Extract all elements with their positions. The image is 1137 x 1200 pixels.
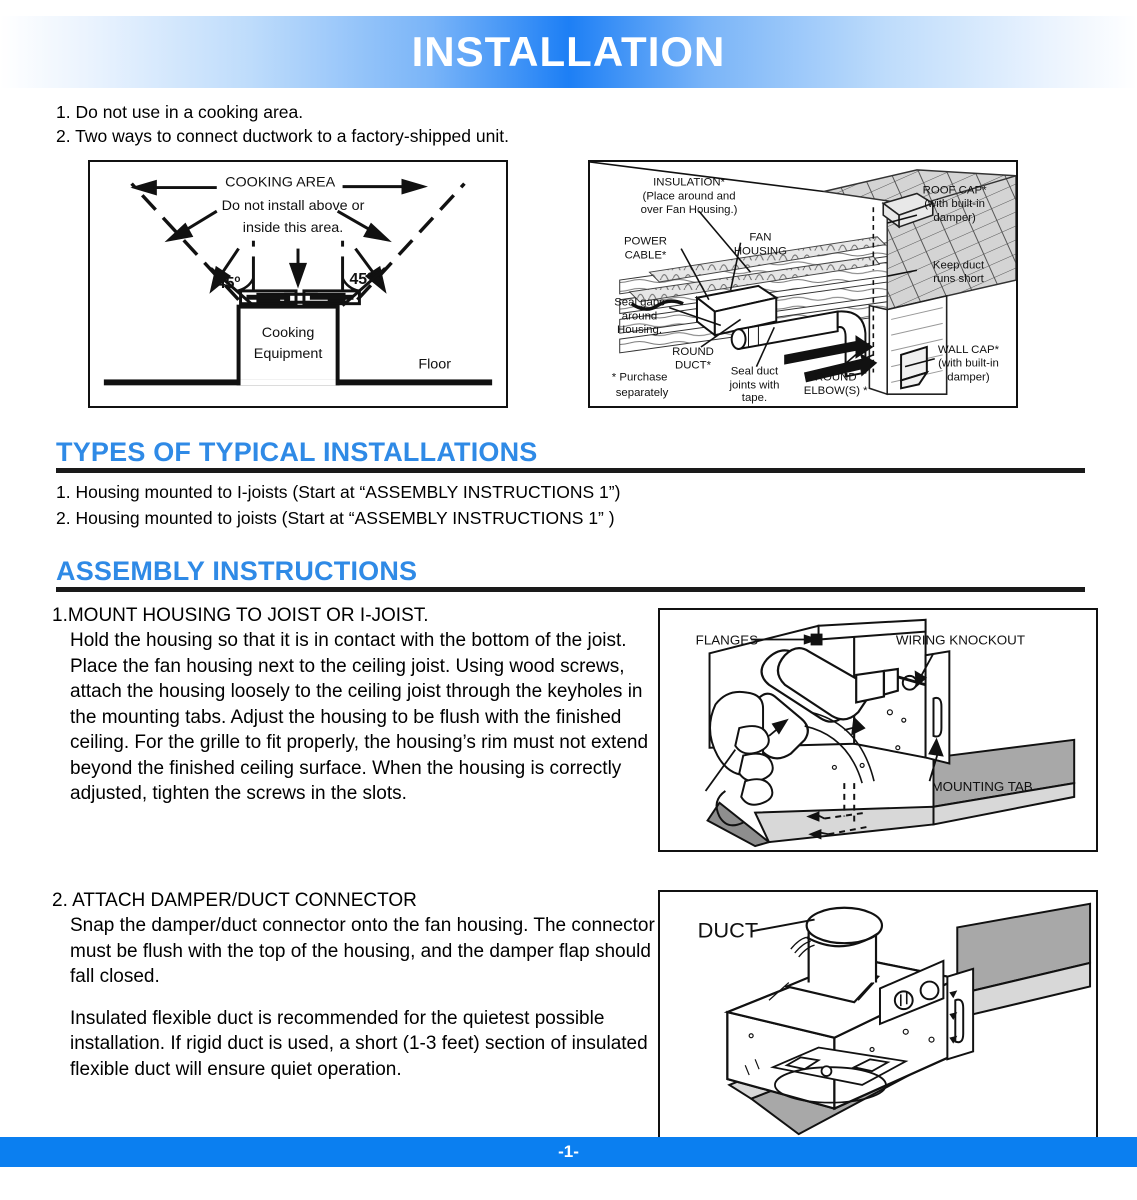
- section-heading-assembly: [56, 556, 417, 586]
- section-rule-assembly: [56, 587, 1085, 592]
- mount-housing-figure: [658, 608, 1098, 852]
- seal-tape-label-2: joints with: [729, 379, 780, 392]
- angle-label-left: 45$^o$: [216, 274, 241, 292]
- angle-label-right: 45$^o$: [349, 270, 374, 288]
- wall-cap-label-2: (with built-in: [938, 357, 999, 370]
- intro-list: [56, 100, 756, 148]
- page-title: INSTALLATION: [411, 28, 726, 75]
- keep-short-label-1: Keep duct: [932, 259, 985, 272]
- round-duct-label-1: ROUND: [672, 345, 714, 358]
- round-duct-label-2: DUCT*: [675, 359, 712, 372]
- insulation-label: INSULATION*: [653, 176, 726, 189]
- cooking-area-figure: [88, 160, 508, 408]
- seal-gaps-label-3: Housing.: [617, 324, 663, 337]
- seal-tape-label-3: tape.: [741, 392, 768, 405]
- assembly-step-1-body: [52, 628, 662, 807]
- wall-cap-label-3: damper): [947, 371, 990, 384]
- wiring-knockout-label: WIRING KNOCKOUT: [895, 632, 1025, 648]
- roof-cap-label-2: (with built-in: [924, 198, 985, 211]
- page-footer: [0, 1137, 1137, 1167]
- damper-duct-connector-figure: [658, 890, 1098, 1144]
- flanges-label: FLANGES: [695, 632, 759, 648]
- assembly-step-2-paragraph-2: Insulated flexible duct is recommended for the quietest possible installation. If rigid duct is used, a short (1-3 feet) section of insulated flexible duct will ensure quiet operation.: [70, 1007, 648, 1080]
- intro-item-1: 1. Do not use in a cooking area.: [56, 102, 304, 122]
- seal-gaps-label-1: Seal gaps: [614, 296, 665, 309]
- seal-gaps-label-2: around: [621, 310, 658, 323]
- types-list: [56, 479, 620, 531]
- cooking-area-title: COOKING AREA: [225, 174, 336, 191]
- insulation-note-2: over Fan Housing.): [640, 204, 738, 217]
- seal-tape-label-1: Seal duct: [730, 365, 779, 378]
- assembly-step-2-title: 2. ATTACH DAMPER/DUCT CONNECTOR: [52, 890, 417, 911]
- round-elbow-label-2: ELBOW(S) *: [803, 385, 868, 398]
- cooking-equipment-label-2: Equipment: [253, 345, 323, 362]
- ductwork-routing-figure: [588, 160, 1018, 408]
- wall-cap-label-1: WALL CAP*: [937, 343, 1000, 356]
- purchase-note-1: * Purchase: [611, 371, 668, 384]
- power-cable-label-2: CABLE*: [624, 249, 667, 262]
- roof-cap-label-3: damper): [933, 212, 976, 225]
- section-heading-types: [56, 437, 538, 467]
- floor-label: Floor: [418, 356, 452, 373]
- round-elbow-label-1: ROUND: [814, 371, 857, 384]
- section-heading-assembly-label: ASSEMBLY INSTRUCTIONS: [56, 556, 418, 586]
- section-heading-types-label: TYPES OF TYPICAL INSTALLATIONS: [56, 437, 538, 467]
- assembly-step-1-paragraph-1: Hold the housing so that it is in contact with the bottom of the joist. Place the fan housing next to the ceiling joist. Using wood screws, attach the housing loosely to the ceiling joist through the keyholes in the mounting tabs. Adjust the housing to be flush with the finished ceiling. For the grille to fit properly, the housing’s rim must not extend beyond the finished ceiling surface. When the housing is correctly adjusted, tighten the screws in the slots.: [70, 630, 649, 804]
- page-number: -1-: [558, 1142, 579, 1161]
- power-cable-label-1: POWER: [623, 235, 667, 248]
- insulation-note-1: (Place around and: [642, 190, 736, 203]
- assembly-step-2-body: [52, 913, 662, 1082]
- intro-item-2: 2. Two ways to connect ductwork to a factory-shipped unit.: [56, 126, 509, 146]
- cooking-equipment-label-1: Cooking: [261, 325, 315, 342]
- assembly-step-2-paragraph-1: Snap the damper/duct connector onto the fan housing. The connector must be flush with the top of the housing, and the damper flap should fall closed.: [70, 915, 655, 987]
- cooking-area-note-1: Do not install above or: [221, 198, 365, 215]
- types-item-1: 1. Housing mounted to I-joists (Start at “ASSEMBLY INSTRUCTIONS 1”): [56, 482, 621, 502]
- cooking-area-note-2: inside this area.: [242, 219, 344, 236]
- section-rule-types: [56, 468, 1085, 473]
- keep-short-label-2: runs short: [933, 273, 984, 286]
- assembly-step-1: [52, 603, 662, 823]
- duct-label: DUCT: [697, 917, 759, 943]
- mounting-tab-label: MOUNTING TAB: [931, 779, 1033, 794]
- types-item-2: 2. Housing mounted to joists (Start at “ASSEMBLY INSTRUCTIONS 1” ): [56, 508, 615, 528]
- fan-housing-label-1: FAN: [749, 231, 772, 244]
- fan-housing-label-2: HOUSING: [733, 245, 787, 258]
- purchase-note-2: separately: [615, 387, 669, 400]
- assembly-step-1-title: 1.MOUNT HOUSING TO JOIST OR I-JOIST.: [52, 605, 429, 626]
- roof-cap-label-1: ROOF CAP*: [922, 184, 987, 197]
- assembly-step-2: [52, 888, 662, 1098]
- page-title-banner: [0, 16, 1137, 88]
